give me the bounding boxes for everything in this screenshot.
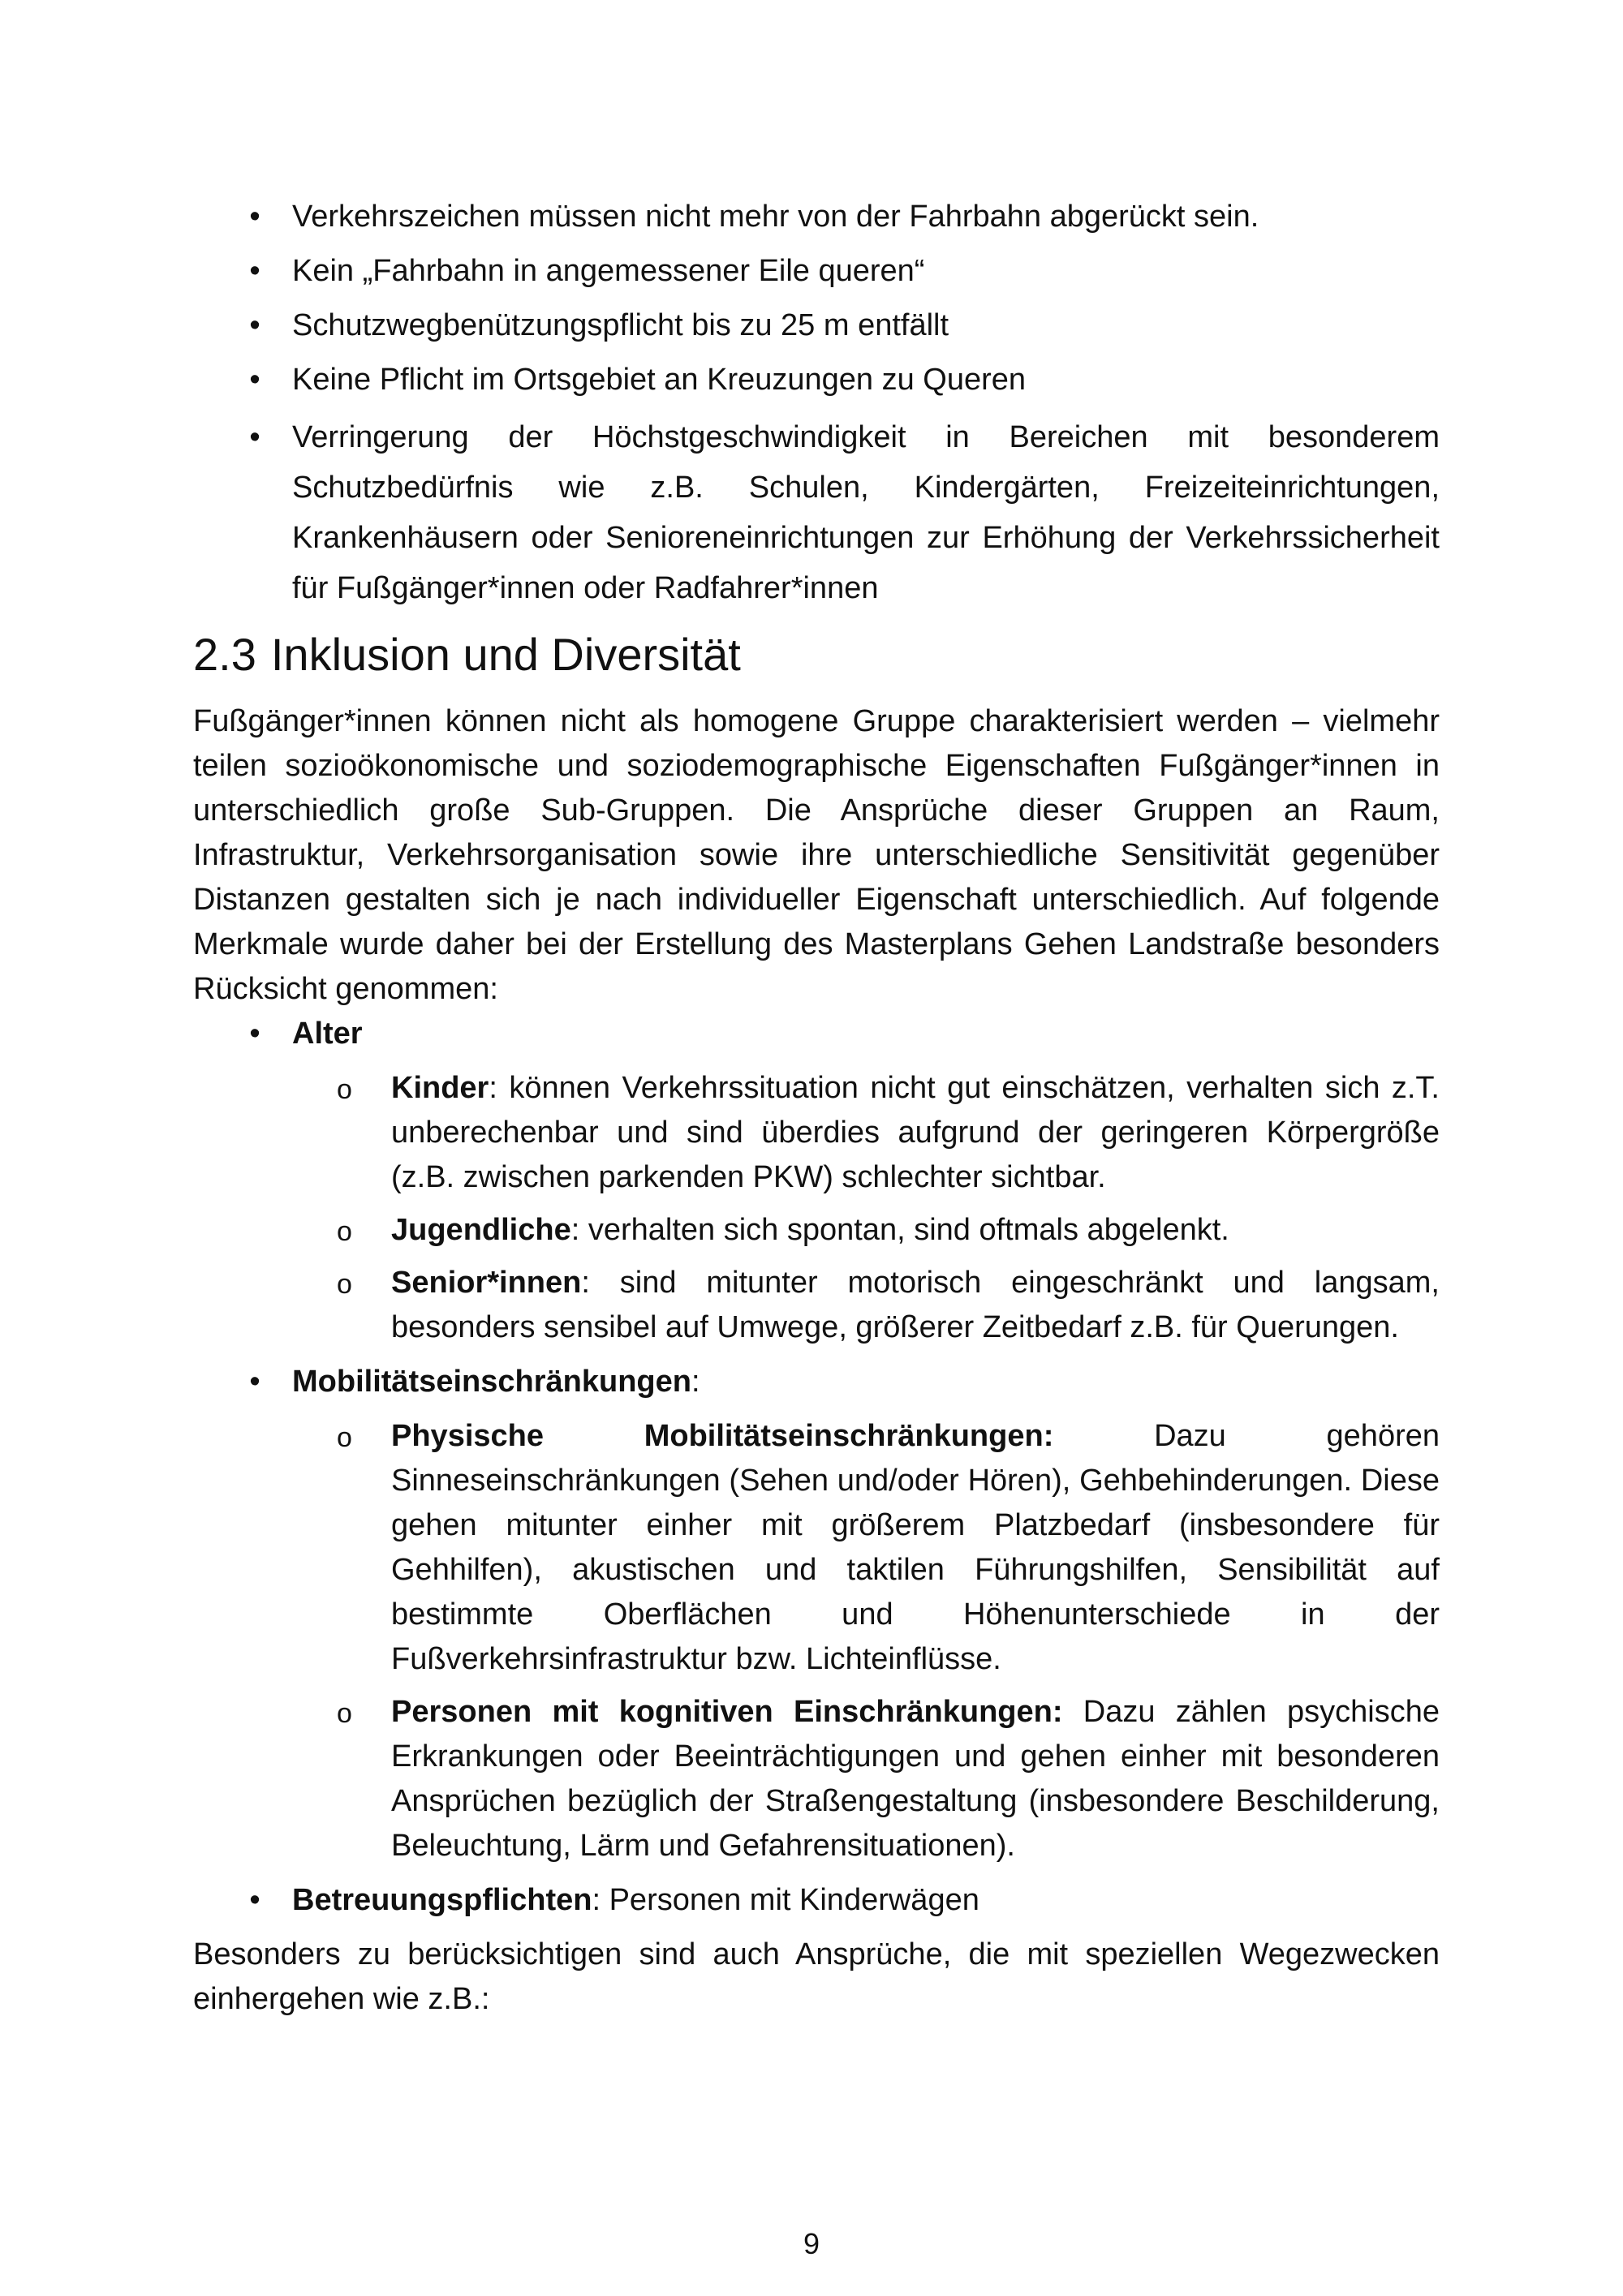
bullet-icon: • [249, 200, 260, 234]
term: Senior*innen [391, 1266, 582, 1300]
term: Physische Mobilitätseinschränkungen: [391, 1419, 1054, 1453]
term: Personen mit kognitiven Einschränkungen: [391, 1695, 1063, 1729]
section-number: 2.3 [193, 629, 256, 680]
list-item-label: Mobilitätseinschränkungen [292, 1365, 691, 1399]
description: : Personen mit Kinderwägen [592, 1883, 979, 1917]
bullet-icon: • [249, 1365, 260, 1399]
section-heading [193, 628, 1440, 681]
list-item [193, 249, 1440, 294]
bullet-icon: • [249, 1017, 260, 1051]
list-item-text: Schutzwegbenützungspflicht bis zu 25 m entfällt [292, 308, 949, 342]
bullet-icon: • [249, 308, 260, 342]
bullet-icon: • [249, 254, 260, 288]
list-item-label: Alter [292, 1017, 363, 1051]
document-page [193, 195, 1440, 2022]
description: : sind mitunter motorisch eingeschränkt und langsam, besonders sensibel auf Umwege, größerer Zeitbedarf z.B. für Querungen. [391, 1266, 1440, 1344]
alter-sublist [292, 1066, 1440, 1350]
sub-list-item [292, 1208, 1440, 1253]
list-item-text: Verkehrszeichen müssen nicht mehr von der Fahrbahn abgerückt sein. [292, 200, 1259, 234]
list-item [193, 358, 1440, 402]
bullet-icon: • [249, 420, 260, 454]
intro-paragraph: Fußgänger*innen können nicht als homogene Gruppe charakterisiert werden – vielmehr teilen sozioökonomische und soziodemographische Eigenschaften Fußgänger*innen in unterschiedlich große Sub-Gruppen. Die Ansprüche dieser Gruppen an Raum, Infrastruktur, Verkehrsorganisation sowie ihre unterschiedliche Sensitivität gegenüber Distanzen gestalten sich je nach individueller Eigenschaft unterschiedlich. Auf folgende Merkmale wurde daher bei der Erstellung des Masterplans Gehen Landstraße besonders Rücksicht genommen: [193, 704, 1440, 1006]
list-item [193, 303, 1440, 348]
description: : verhalten sich spontan, sind oftmals abgelenkt. [570, 1213, 1229, 1247]
circle-bullet-icon: o [337, 1269, 352, 1300]
description: Dazu gehören Sinneseinschränkungen (Sehen und/oder Hören), Gehbehinderungen. Diese gehen mitunter einher mit größerem Platzbedarf (insbesondere für Gehhilfen), akustischen und taktilen Führungshilfen, Sensibilität auf bestimmte Oberflächen und Höhenunterschiede in der Fußverkehrsinfrastruktur bzw. Lichteinflüsse. [391, 1419, 1440, 1676]
circle-bullet-icon: o [337, 1698, 352, 1729]
label-suffix: : [691, 1365, 700, 1399]
list-item-text: Keine Pflicht im Ortsgebiet an Kreuzungen zu Queren [292, 363, 1027, 397]
circle-bullet-icon: o [337, 1074, 352, 1105]
description: Dazu zählen psychische Erkrankungen oder Beeinträchtigungen und gehen einher mit besonderen Ansprüchen bezüglich der Straßengestaltung (insbesondere Beschilderung, Beleuchtung, Lärm und Gefahrensituationen). [391, 1695, 1440, 1863]
term: Kinder [391, 1071, 489, 1105]
page-number: 9 [803, 2227, 820, 2260]
bullet-icon: • [249, 363, 260, 397]
sub-list-item [292, 1261, 1440, 1350]
section-title: Inklusion und Diversität [270, 629, 741, 680]
sub-list-item [292, 1414, 1440, 1682]
mobilitaet-sublist [292, 1414, 1440, 1868]
term: Jugendliche [391, 1213, 571, 1247]
sub-list-item [292, 1066, 1440, 1200]
merkmale-list [193, 1012, 1440, 1923]
list-item [193, 412, 1440, 613]
closing-paragraph: Besonders zu berücksichtigen sind auch Ansprüche, die mit speziellen Wegezwecken einhergehen wie z.B.: [193, 1937, 1440, 2016]
sub-list-item [292, 1690, 1440, 1868]
bullet-icon: • [249, 1883, 260, 1917]
list-item-label: Betreuungspflichten [292, 1883, 592, 1917]
circle-bullet-icon: o [337, 1216, 352, 1247]
list-item-alter [193, 1012, 1440, 1350]
list-item-text: Kein „Fahrbahn in angemessener Eile queren“ [292, 254, 925, 288]
top-bullet-list [193, 195, 1440, 613]
circle-bullet-icon: o [337, 1422, 352, 1453]
list-item-betreuung [193, 1878, 1440, 1923]
description: : können Verkehrssituation nicht gut einschätzen, verhalten sich z.T. unberechenbar und sind überdies aufgrund der geringeren Körpergröße (z.B. zwischen parkenden PKW) schlechter sichtbar. [391, 1071, 1440, 1194]
list-item-text: Verringerung der Höchstgeschwindigkeit in Bereichen mit besonderem Schutzbedürfnis wie z.B. Schulen, Kindergärten, Freizeiteinrichtungen, Krankenhäusern oder Senioreneinrichtungen zur Erhöhung der Verkehrssicherheit für Fußgänger*innen oder Radfahrer*innen [292, 420, 1440, 605]
list-item [193, 195, 1440, 239]
list-item-mobilitaet [193, 1360, 1440, 1868]
